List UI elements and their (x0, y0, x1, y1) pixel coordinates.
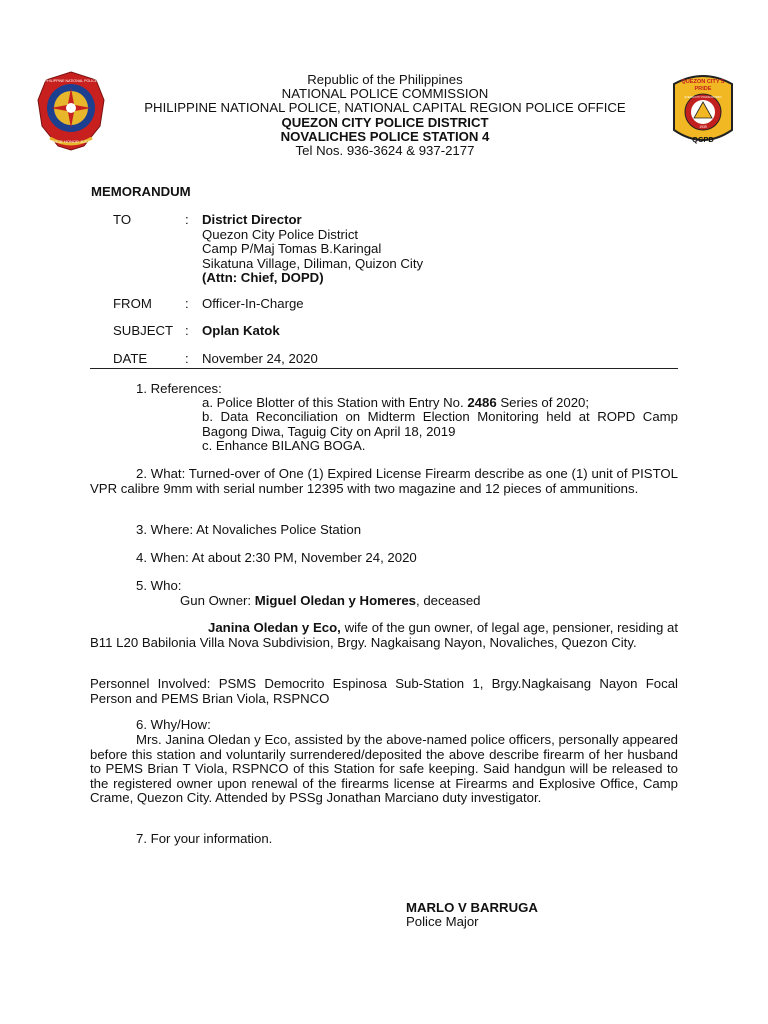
paragraph-where: 3. Where: At Novaliches Police Station (136, 522, 362, 537)
from-value: Officer-In-Charge (202, 296, 304, 311)
date-value: November 24, 2020 (202, 351, 318, 366)
paragraph-closing: 7. For your information. (136, 831, 273, 846)
reference-a-post: Series of 2020; (496, 395, 590, 410)
from-colon: : (185, 296, 189, 311)
header-station: NOVALICHES POLICE STATION 4 (280, 128, 490, 144)
header-divider (90, 368, 678, 369)
signatory-rank: Police Major (406, 914, 479, 929)
header-tel: Tel Nos. 936-3624 & 937-2177 (295, 143, 475, 159)
date-colon: : (185, 351, 189, 366)
wife-name: Janina Oledan y Eco, (208, 620, 341, 635)
pnp-seal-name: PHILIPPINE NATIONAL POLICE (44, 79, 98, 83)
gun-owner-line (180, 594, 481, 609)
subject-label: SUBJECT (113, 323, 174, 338)
to-line-5: (Attn: Chief, DOPD) (202, 270, 324, 285)
memo-from-row (113, 297, 673, 313)
paragraph-why-heading: 6. Why/How: (136, 717, 211, 732)
memo-title: MEMORANDUM (91, 184, 191, 199)
to-line-4: Sikatuna Village, Diliman, Quizon City (202, 255, 424, 271)
header-qcpd: QUEZON CITY POLICE DISTRICT (281, 114, 489, 130)
to-line-1: District Director (202, 212, 302, 227)
personnel-involved: Personnel Involved: PSMS Democrito Espinosa Sub-Station 1, Brgy.Nagkaisang Nayon Focal Person and PEMS Brian Viola, RSPNCO (90, 676, 678, 706)
to-colon: : (185, 212, 189, 227)
to-label: TO (113, 212, 132, 227)
paragraph-what: 2. What: Turned-over of One (1) Expired License Firearm describe as one (1) unit of PISTOL VPR calibre 9mm with serial number 12395 with two magazine and 12 pieces of ammunitions. (90, 466, 678, 496)
gun-owner-label: Gun Owner: (180, 593, 255, 608)
qcpd-badge-top: QUEZON CITY'S (681, 79, 725, 85)
from-label: FROM (113, 296, 152, 311)
memo-subject-row (113, 324, 673, 340)
reference-c: c. Enhance BILANG BOGA. (202, 438, 366, 453)
header-napolcom: NATIONAL POLICE COMMISSION (281, 86, 489, 102)
letterhead (105, 73, 665, 158)
memo-to-row (113, 213, 673, 285)
references-heading: 1. References: (136, 381, 222, 396)
qcpd-badge-ring: QUEZON CITY POLICE DISTRICT (684, 96, 722, 99)
date-label: DATE (113, 351, 148, 366)
qcpd-badge-pride: PRIDE (694, 86, 712, 92)
to-line-2: Quezon City Police District (202, 226, 359, 242)
paragraph-when: 4. When: At about 2:30 PM, November 24, 2020 (136, 550, 417, 565)
gun-owner-status: , deceased (416, 593, 481, 608)
subject-colon: : (185, 323, 189, 338)
paragraph-why-body: Mrs. Janina Oledan y Eco, assisted by the above-named police officers, personally appeared before this station and voluntarily surrendered/deposited the above describe firearm of her husband to PEMS Brian T Viola, RSPNCO of this Station for safe keeping. Said handgun will be released to the registered owner upon renewal of the firearms license at Firearms and Explosive Office, Camp Crame, Quezon City. Attended by PSSg Jonathan Marciano duty investigator. (90, 732, 678, 805)
to-line-3: Camp P/Maj Tomas B.Karingal (202, 241, 382, 256)
qcpd-badge-year: 1939 (699, 125, 707, 129)
signatory-name: MARLO V BARRUGA (406, 900, 538, 915)
reference-a-entry: 2486 (467, 395, 497, 410)
wife-paragraph (90, 621, 678, 650)
paragraph-who-heading: 5. Who: (136, 578, 182, 593)
header-pnp-ncrpo: PHILIPPINE NATIONAL POLICE, NATIONAL CAPITAL REGION POLICE OFFICE (144, 100, 626, 116)
pnp-seal-motto: SERVICE HONOR JUSTICE (45, 139, 97, 144)
gun-owner-name: Miguel Oledan y Homeres (254, 593, 416, 608)
pnp-seal-logo (36, 70, 106, 152)
header-republic: Republic of the Philippines (307, 72, 463, 87)
subject-value: Oplan Katok (202, 323, 280, 338)
wife-details: wife of the gun owner, of legal age, pensioner, residing at B11 L20 Babilonia Villa Nova Subdivision, Brgy. Nagkaisang Nayon, Novaliches, Quezon City. (90, 620, 678, 650)
to-address (202, 213, 423, 286)
reference-b: b. Data Reconciliation on Midterm Election Monitoring held at ROPD Camp Bagong Diwa, Taguig City on April 18, 2019 (202, 409, 678, 439)
reference-a-pre: a. Police Blotter of this Station with Entry No. (202, 395, 468, 410)
memo-date-row (113, 352, 673, 368)
qcpd-badge-logo (668, 70, 738, 152)
qcpd-badge-bottom: QCPD (692, 135, 714, 144)
